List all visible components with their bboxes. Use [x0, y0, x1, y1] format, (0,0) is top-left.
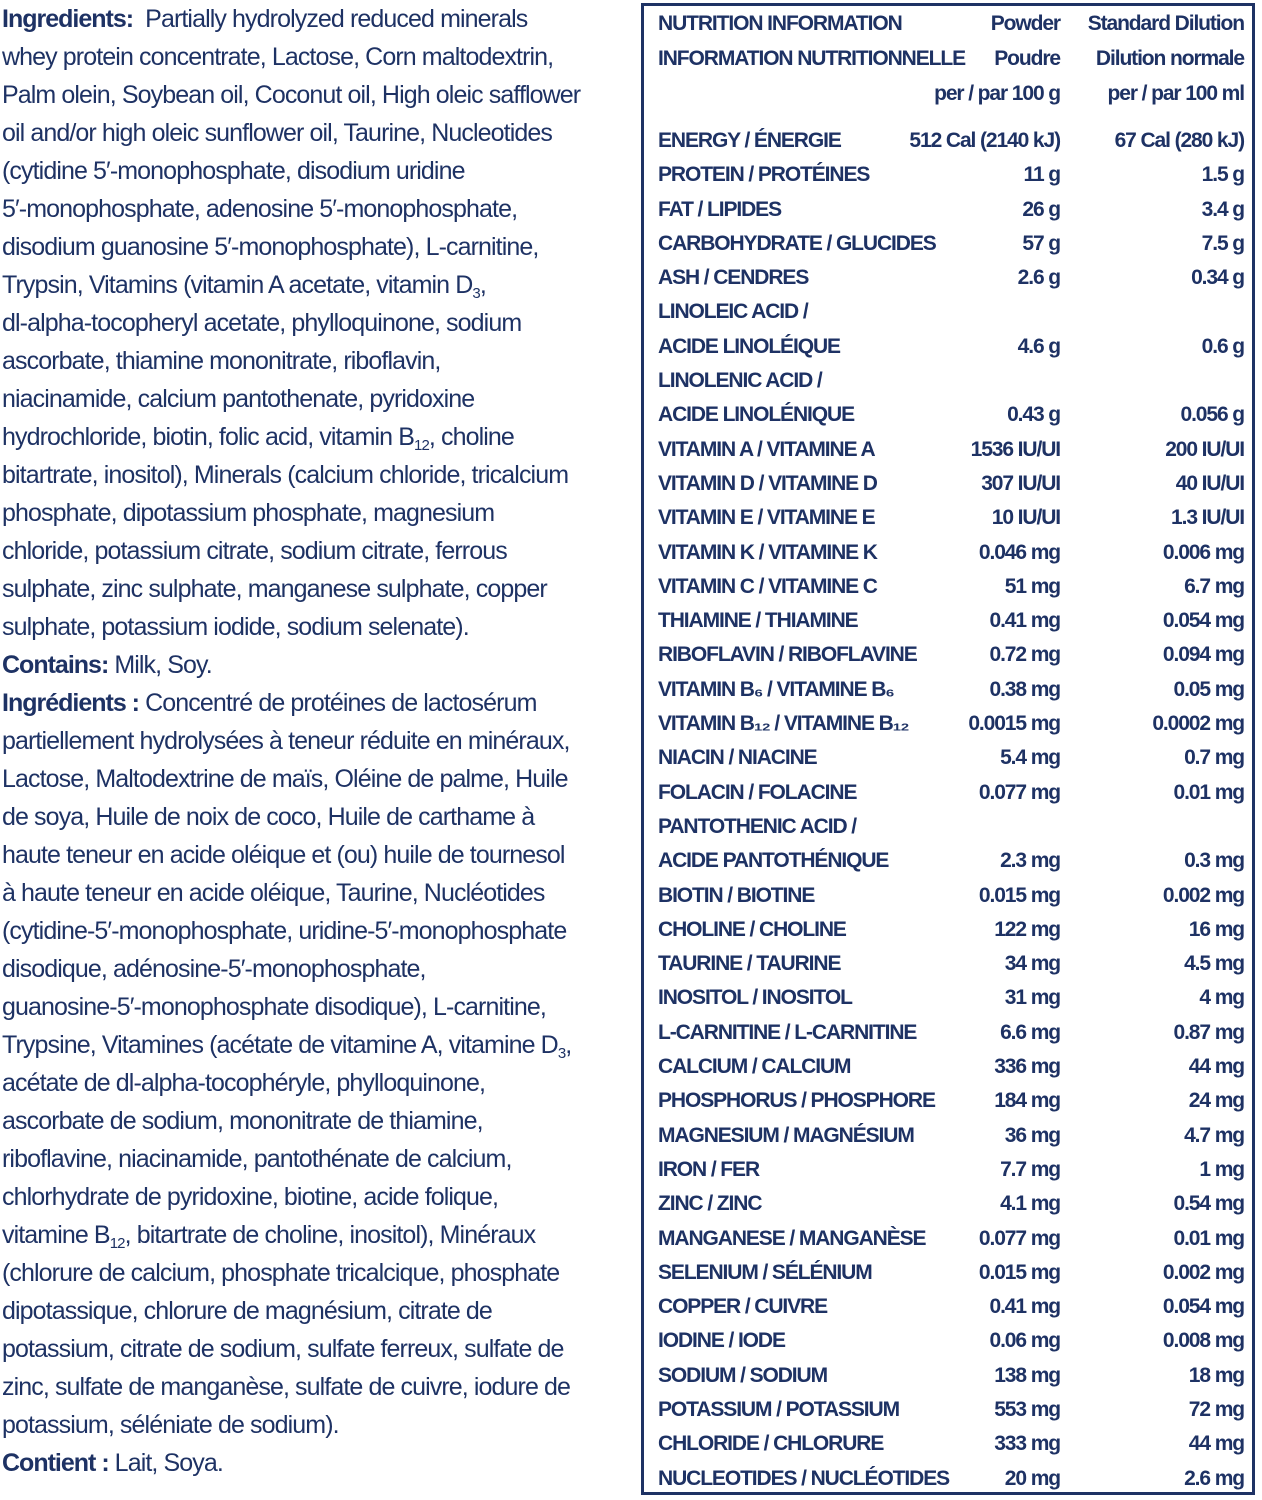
powder-value: 0.077 mg — [978, 780, 1060, 804]
nutrient-name: IODINE / IODE — [658, 1329, 785, 1353]
nutrient-name: IRON / FER — [658, 1157, 760, 1181]
dilution-value: 24 mg — [1188, 1089, 1244, 1113]
powder-per-unit: per / par 100 g — [934, 82, 1060, 105]
dilution-value: 44 mg — [1188, 1055, 1244, 1079]
nutrient-row — [644, 1222, 1252, 1256]
powder-value: 26 g — [1022, 197, 1060, 221]
nutrient-name: POTASSIUM / POTASSIUM — [658, 1397, 899, 1421]
dilution-value: 3.4 g — [1201, 197, 1244, 221]
nutrient-row — [644, 844, 1252, 878]
nutrient-row — [644, 227, 1252, 261]
powder-value: 122 mg — [994, 917, 1060, 941]
nutrient-name: LINOLENIC ACID / — [658, 369, 822, 393]
dilution-value: 6.7 mg — [1184, 574, 1244, 598]
ingredients-en-line: phosphate, dipotassium phosphate, magnesium — [2, 499, 495, 527]
ingredients-en-line: disodium guanosine 5′-monophosphate), L-carnitine, — [2, 233, 539, 261]
nutrient-name: VITAMIN E / VITAMINE E — [658, 506, 875, 530]
nutrient-name: NIACIN / NIACINE — [658, 746, 817, 770]
dilution-value: 72 mg — [1188, 1397, 1244, 1421]
nutrient-row — [644, 124, 1252, 158]
nutrient-name: INOSITOL / INOSITOL — [658, 986, 852, 1010]
dilution-value: 1.5 g — [1201, 163, 1244, 187]
nutrient-name: FOLACIN / FOLACINE — [658, 780, 857, 804]
dilution-value: 0.054 mg — [1162, 1295, 1244, 1319]
powder-value: 0.43 g — [1007, 403, 1060, 427]
nutrient-name: SELENIUM / SÉLÉNIUM — [658, 1260, 872, 1284]
powder-value: 0.015 mg — [978, 883, 1060, 907]
nutrient-row — [644, 1153, 1252, 1187]
nutrient-row — [644, 1084, 1252, 1118]
nutrient-row — [644, 501, 1252, 535]
nutrient-row — [644, 1119, 1252, 1153]
dilution-value: 4.5 mg — [1184, 952, 1244, 976]
nutrient-name: ACIDE LINOLÉIQUE — [658, 334, 840, 358]
nutrient-name: ASH / CENDRES — [658, 266, 809, 290]
ingredients-fr-line: riboflavine, niacinamide, pantothénate de calcium, — [2, 1145, 512, 1173]
nutrient-name: CARBOHYDRATE / GLUCIDES — [658, 231, 936, 255]
powder-value: 4.1 mg — [1000, 1192, 1060, 1216]
powder-value: 0.38 mg — [989, 677, 1060, 701]
powder-value: 0.06 mg — [989, 1329, 1060, 1353]
dilution-value: 0.05 mg — [1173, 677, 1244, 701]
nutrient-name: NUCLEOTIDES / NUCLÉOTIDES — [658, 1466, 950, 1490]
dilution-value: 0.54 mg — [1173, 1192, 1244, 1216]
nutrient-name: LINOLEIC ACID / — [658, 300, 808, 324]
powder-value: 7.7 mg — [1000, 1157, 1060, 1181]
nutrient-name: PROTEIN / PROTÉINES — [658, 163, 870, 187]
nutrient-name: MANGANESE / MANGANÈSE — [658, 1226, 926, 1250]
dilution-value: 18 mg — [1188, 1363, 1244, 1387]
ingredients-en-line: sulphate, potassium iodide, sodium selenate). — [2, 613, 469, 641]
nutrient-row — [644, 741, 1252, 775]
powder-value: 512 Cal (2140 kJ) — [909, 129, 1060, 152]
nutrient-name: TAURINE / TAURINE — [658, 952, 841, 976]
powder-value: 307 IU/UI — [981, 471, 1060, 495]
powder-value: 34 mg — [1004, 952, 1060, 976]
powder-value: 2.6 g — [1017, 266, 1060, 290]
powder-value: 0.41 mg — [989, 609, 1060, 633]
ingredients-en-line: 5′-monophosphate, adenosine 5′-monophosphate, — [2, 195, 518, 223]
powder-value: 31 mg — [1004, 986, 1060, 1010]
ingredients-en-line: (cytidine 5′-monophosphate, disodium uridine — [2, 157, 465, 185]
ingredients-en-line: niacinamide, calcium pantothenate, pyridoxine — [2, 385, 475, 413]
powder-value: 1536 IU/UI — [970, 437, 1060, 461]
nutrient-row — [644, 1324, 1252, 1358]
nutrient-row — [644, 467, 1252, 501]
powder-value: 20 mg — [1004, 1466, 1060, 1490]
nutrient-name: CHLORIDE / CHLORURE — [658, 1432, 884, 1456]
ingredients-fr-line: ascorbate de sodium, mononitrate de thiamine, — [2, 1107, 483, 1135]
ingredients-fr-line: acétate de dl-alpha-tocophéryle, phylloquinone, — [2, 1069, 486, 1097]
powder-value: 51 mg — [1004, 574, 1060, 598]
nutrient-name: PHOSPHORUS / PHOSPHORE — [658, 1089, 935, 1113]
nutrient-name: ACIDE LINOLÉNIQUE — [658, 403, 854, 427]
nutrient-row — [644, 364, 1252, 398]
nutrient-row — [644, 536, 1252, 570]
nutrient-row — [644, 1462, 1252, 1496]
powder-value: 138 mg — [994, 1363, 1060, 1387]
nutrient-row — [644, 1187, 1252, 1221]
powder-value: 0.0015 mg — [968, 712, 1060, 736]
ingredients-en-line: bitartrate, inositol), Minerals (calcium chloride, tricalcium — [2, 461, 569, 489]
dilution-value: 4.7 mg — [1184, 1123, 1244, 1147]
powder-value: 11 g — [1023, 163, 1060, 187]
nutrient-row — [644, 707, 1252, 741]
nutrient-row — [644, 810, 1252, 844]
nutrient-name: CALCIUM / CALCIUM — [658, 1055, 851, 1079]
ingredients-fr-line: vitamine $B_{12}$, bitartrate de choline, inositol), Minéraux — [2, 1221, 536, 1252]
nutrient-row — [644, 570, 1252, 604]
dilution-value: 0.34 g — [1191, 266, 1244, 290]
dilution-value: 67 Cal (280 kJ) — [1114, 129, 1244, 152]
nutrient-name: VITAMIN B₁₂ / VITAMINE B₁₂ — [658, 712, 909, 736]
nutrition-title-en: NUTRITION INFORMATION — [658, 12, 902, 35]
dilution-value: 4 mg — [1199, 986, 1244, 1010]
ingredients-en-line: chloride, potassium citrate, sodium citrate, ferrous — [2, 537, 507, 565]
nutrient-name: MAGNESIUM / MAGNÉSIUM — [658, 1123, 914, 1147]
powder-heading-en: Powder — [990, 12, 1060, 35]
dilution-value: 0.7 mg — [1184, 746, 1244, 770]
dilution-value: 0.002 mg — [1162, 883, 1244, 907]
nutrient-name: CHOLINE / CHOLINE — [658, 917, 846, 941]
nutrient-row — [644, 1359, 1252, 1393]
powder-value: 36 mg — [1004, 1123, 1060, 1147]
ingredients-fr-line: disodique, adénosine-5′-monophosphate, — [2, 955, 426, 983]
nutrient-row — [644, 398, 1252, 432]
ingredients-en-line: oil and/or high oleic sunflower oil, Taurine, Nucleotides — [2, 119, 552, 147]
nutrient-name: VITAMIN K / VITAMINE K — [658, 540, 877, 564]
ingredients-en-line: hydrochloride, biotin, folic acid, vitamin $B_{12}$, choline — [2, 423, 514, 454]
nutrient-name: COPPER / CUIVRE — [658, 1295, 828, 1319]
dilution-value: 200 IU/UI — [1165, 437, 1244, 461]
nutrient-row — [644, 673, 1252, 707]
ingredients-fr-line: partiellement hydrolysées à teneur réduite en minéraux, — [2, 727, 570, 755]
dilution-heading-en: Standard Dilution — [1087, 12, 1244, 35]
nutrient-row — [644, 913, 1252, 947]
contains-fr: Contient : Lait, Soya. — [2, 1449, 223, 1477]
dilution-value: 0.002 mg — [1162, 1260, 1244, 1284]
ingredients-fr-line: chlorhydrate de pyridoxine, biotine, acide folique, — [2, 1183, 499, 1211]
ingredients-fr-line: de soya, Huile de noix de coco, Huile de carthame à — [2, 803, 535, 831]
powder-value: 553 mg — [994, 1397, 1060, 1421]
powder-value: 0.015 mg — [978, 1260, 1060, 1284]
ingredients-en-label: Ingredients: — [2, 5, 134, 33]
powder-value: 6.6 mg — [1000, 1020, 1060, 1044]
nutrient-name: BIOTIN / BIOTINE — [658, 883, 815, 907]
nutrient-row — [644, 261, 1252, 295]
powder-value: 0.72 mg — [989, 643, 1060, 667]
dilution-heading-fr: Dilution normale — [1095, 47, 1244, 70]
powder-heading-fr: Poudre — [994, 47, 1060, 70]
nutrient-row — [644, 330, 1252, 364]
nutrient-name: THIAMINE / THIAMINE — [658, 609, 858, 633]
ingredients-fr-line: Ingrédients : Concentré de protéines de lactosérum — [2, 689, 537, 717]
ingredients-fr-line: zinc, sulfate de manganèse, sulfate de cuivre, iodure de — [2, 1373, 571, 1401]
dilution-value: 44 mg — [1188, 1432, 1244, 1456]
ingredients-fr-line: guanosine-5′-monophosphate disodique), L-carnitine, — [2, 993, 546, 1021]
dilution-value: 0.094 mg — [1162, 643, 1244, 667]
nutrient-name: VITAMIN D / VITAMINE D — [658, 471, 877, 495]
powder-value: 10 IU/UI — [991, 506, 1060, 530]
ingredients-en-line: whey protein concentrate, Lactose, Corn maltodextrin, — [2, 43, 554, 71]
nutrient-row — [644, 776, 1252, 810]
dilution-value: 40 IU/UI — [1175, 471, 1244, 495]
ingredients-en-line: Ingredients: Partially hydrolyzed reduced minerals — [2, 5, 528, 33]
nutrient-row — [644, 1290, 1252, 1324]
nutrient-name: VITAMIN A / VITAMINE A — [658, 437, 875, 461]
powder-value: 2.3 mg — [1000, 849, 1060, 873]
nutrient-row — [644, 981, 1252, 1015]
ingredients-en-line: sulphate, zinc sulphate, manganese sulphate, copper — [2, 575, 547, 603]
nutrient-name: RIBOFLAVIN / RIBOFLAVINE — [658, 643, 917, 667]
contains-fr-label: Contient : — [2, 1449, 109, 1477]
ingredients-fr-line: (cytidine-5′-monophosphate, uridine-5′-monophosphate — [2, 917, 567, 945]
nutrient-name: ZINC / ZINC — [658, 1192, 762, 1216]
powder-value: 0.046 mg — [978, 540, 1060, 564]
nutrient-row — [644, 879, 1252, 913]
dilution-value: 7.5 g — [1201, 231, 1244, 255]
nutrient-row — [644, 1256, 1252, 1290]
nutrient-row — [644, 193, 1252, 227]
contains-en: Contains: Milk, Soy. — [2, 651, 212, 679]
nutrient-name: ENERGY / ÉNERGIE — [658, 129, 841, 152]
nutrient-row — [644, 295, 1252, 329]
nutrient-name: L-CARNITINE / L-CARNITINE — [658, 1020, 917, 1044]
nutrition-title-fr: INFORMATION NUTRITIONNELLE — [658, 47, 965, 70]
ingredients-fr-line: à haute teneur en acide oléique, Taurine, Nucléotides — [2, 879, 545, 907]
ingredients-en-line: ascorbate, thiamine mononitrate, riboflavin, — [2, 347, 441, 375]
dilution-value: 0.056 g — [1180, 403, 1244, 427]
dilution-value: 1.3 IU/UI — [1171, 506, 1244, 530]
nutrient-row — [644, 1016, 1252, 1050]
nutrition-rows — [644, 124, 1252, 1496]
nutrient-name: FAT / LIPIDES — [658, 197, 781, 221]
ingredients-column — [2, 0, 581, 1500]
dilution-value: 0.054 mg — [1162, 609, 1244, 633]
dilution-value: 1 mg — [1199, 1157, 1244, 1181]
powder-value: 0.41 mg — [989, 1295, 1060, 1319]
dilution-value: 0.6 g — [1201, 334, 1244, 358]
dilution-value: 0.01 mg — [1173, 780, 1244, 804]
dilution-value: 0.008 mg — [1162, 1329, 1244, 1353]
powder-value: 333 mg — [994, 1432, 1060, 1456]
ingredients-fr-line: potassium, citrate de sodium, sulfate ferreux, sulfate de — [2, 1335, 564, 1363]
powder-value: 0.077 mg — [978, 1226, 1060, 1250]
ingredients-en-line: dl-alpha-tocopheryl acetate, phylloquinone, sodium — [2, 309, 522, 337]
dilution-value: 0.01 mg — [1173, 1226, 1244, 1250]
ingredients-fr-line: haute teneur en acide oléique et (ou) huile de tournesol — [2, 841, 565, 869]
dilution-value: 0.006 mg — [1162, 540, 1244, 564]
ingredients-fr-line: potassium, séléniate de sodium). — [2, 1411, 339, 1439]
ingredients-fr-label: Ingrédients : — [2, 689, 140, 717]
dilution-value: 0.3 mg — [1184, 849, 1244, 873]
powder-value: 57 g — [1022, 231, 1060, 255]
powder-value: 336 mg — [994, 1055, 1060, 1079]
nutrient-name: PANTOTHENIC ACID / — [658, 814, 856, 838]
nutrient-row — [644, 604, 1252, 638]
dilution-per-unit: per / par 100 ml — [1107, 82, 1244, 105]
ingredients-fr-line: dipotassique, chlorure de magnésium, citrate de — [2, 1297, 492, 1325]
dilution-value: 16 mg — [1188, 917, 1244, 941]
nutrition-panel — [641, 3, 1255, 1495]
nutrient-name: ACIDE PANTOTHÉNIQUE — [658, 849, 889, 873]
nutrient-name: VITAMIN B₆ / VITAMINE B₆ — [658, 677, 894, 701]
nutrient-row — [644, 433, 1252, 467]
nutrient-row — [644, 638, 1252, 672]
powder-value: 5.4 mg — [1000, 746, 1060, 770]
powder-value: 4.6 g — [1017, 334, 1060, 358]
ingredients-fr-line: (chlorure de calcium, phosphate tricalcique, phosphate — [2, 1259, 560, 1287]
nutrient-name: SODIUM / SODIUM — [658, 1363, 828, 1387]
nutrient-row — [644, 1393, 1252, 1427]
contains-en-label: Contains: — [2, 651, 109, 679]
nutrient-name: VITAMIN C / VITAMINE C — [658, 574, 877, 598]
ingredients-fr-line: Lactose, Maltodextrine de maïs, Oléine de palme, Huile — [2, 765, 568, 793]
powder-value: 184 mg — [994, 1089, 1060, 1113]
nutrient-row — [644, 947, 1252, 981]
ingredients-fr-line: Trypsine, Vitamines (acétate de vitamine A, vitamine $D_3$, — [2, 1031, 572, 1062]
ingredients-en-line: Trypsin, Vitamins (vitamin A acetate, vitamin $D_3$, — [2, 271, 486, 302]
dilution-value: 0.87 mg — [1173, 1020, 1244, 1044]
dilution-value: 0.0002 mg — [1152, 712, 1244, 736]
nutrient-row — [644, 1427, 1252, 1461]
nutrient-row — [644, 158, 1252, 192]
dilution-value: 2.6 mg — [1184, 1466, 1244, 1490]
ingredients-en-line: Palm olein, Soybean oil, Coconut oil, High oleic safflower — [2, 81, 581, 109]
nutrient-row — [644, 1050, 1252, 1084]
